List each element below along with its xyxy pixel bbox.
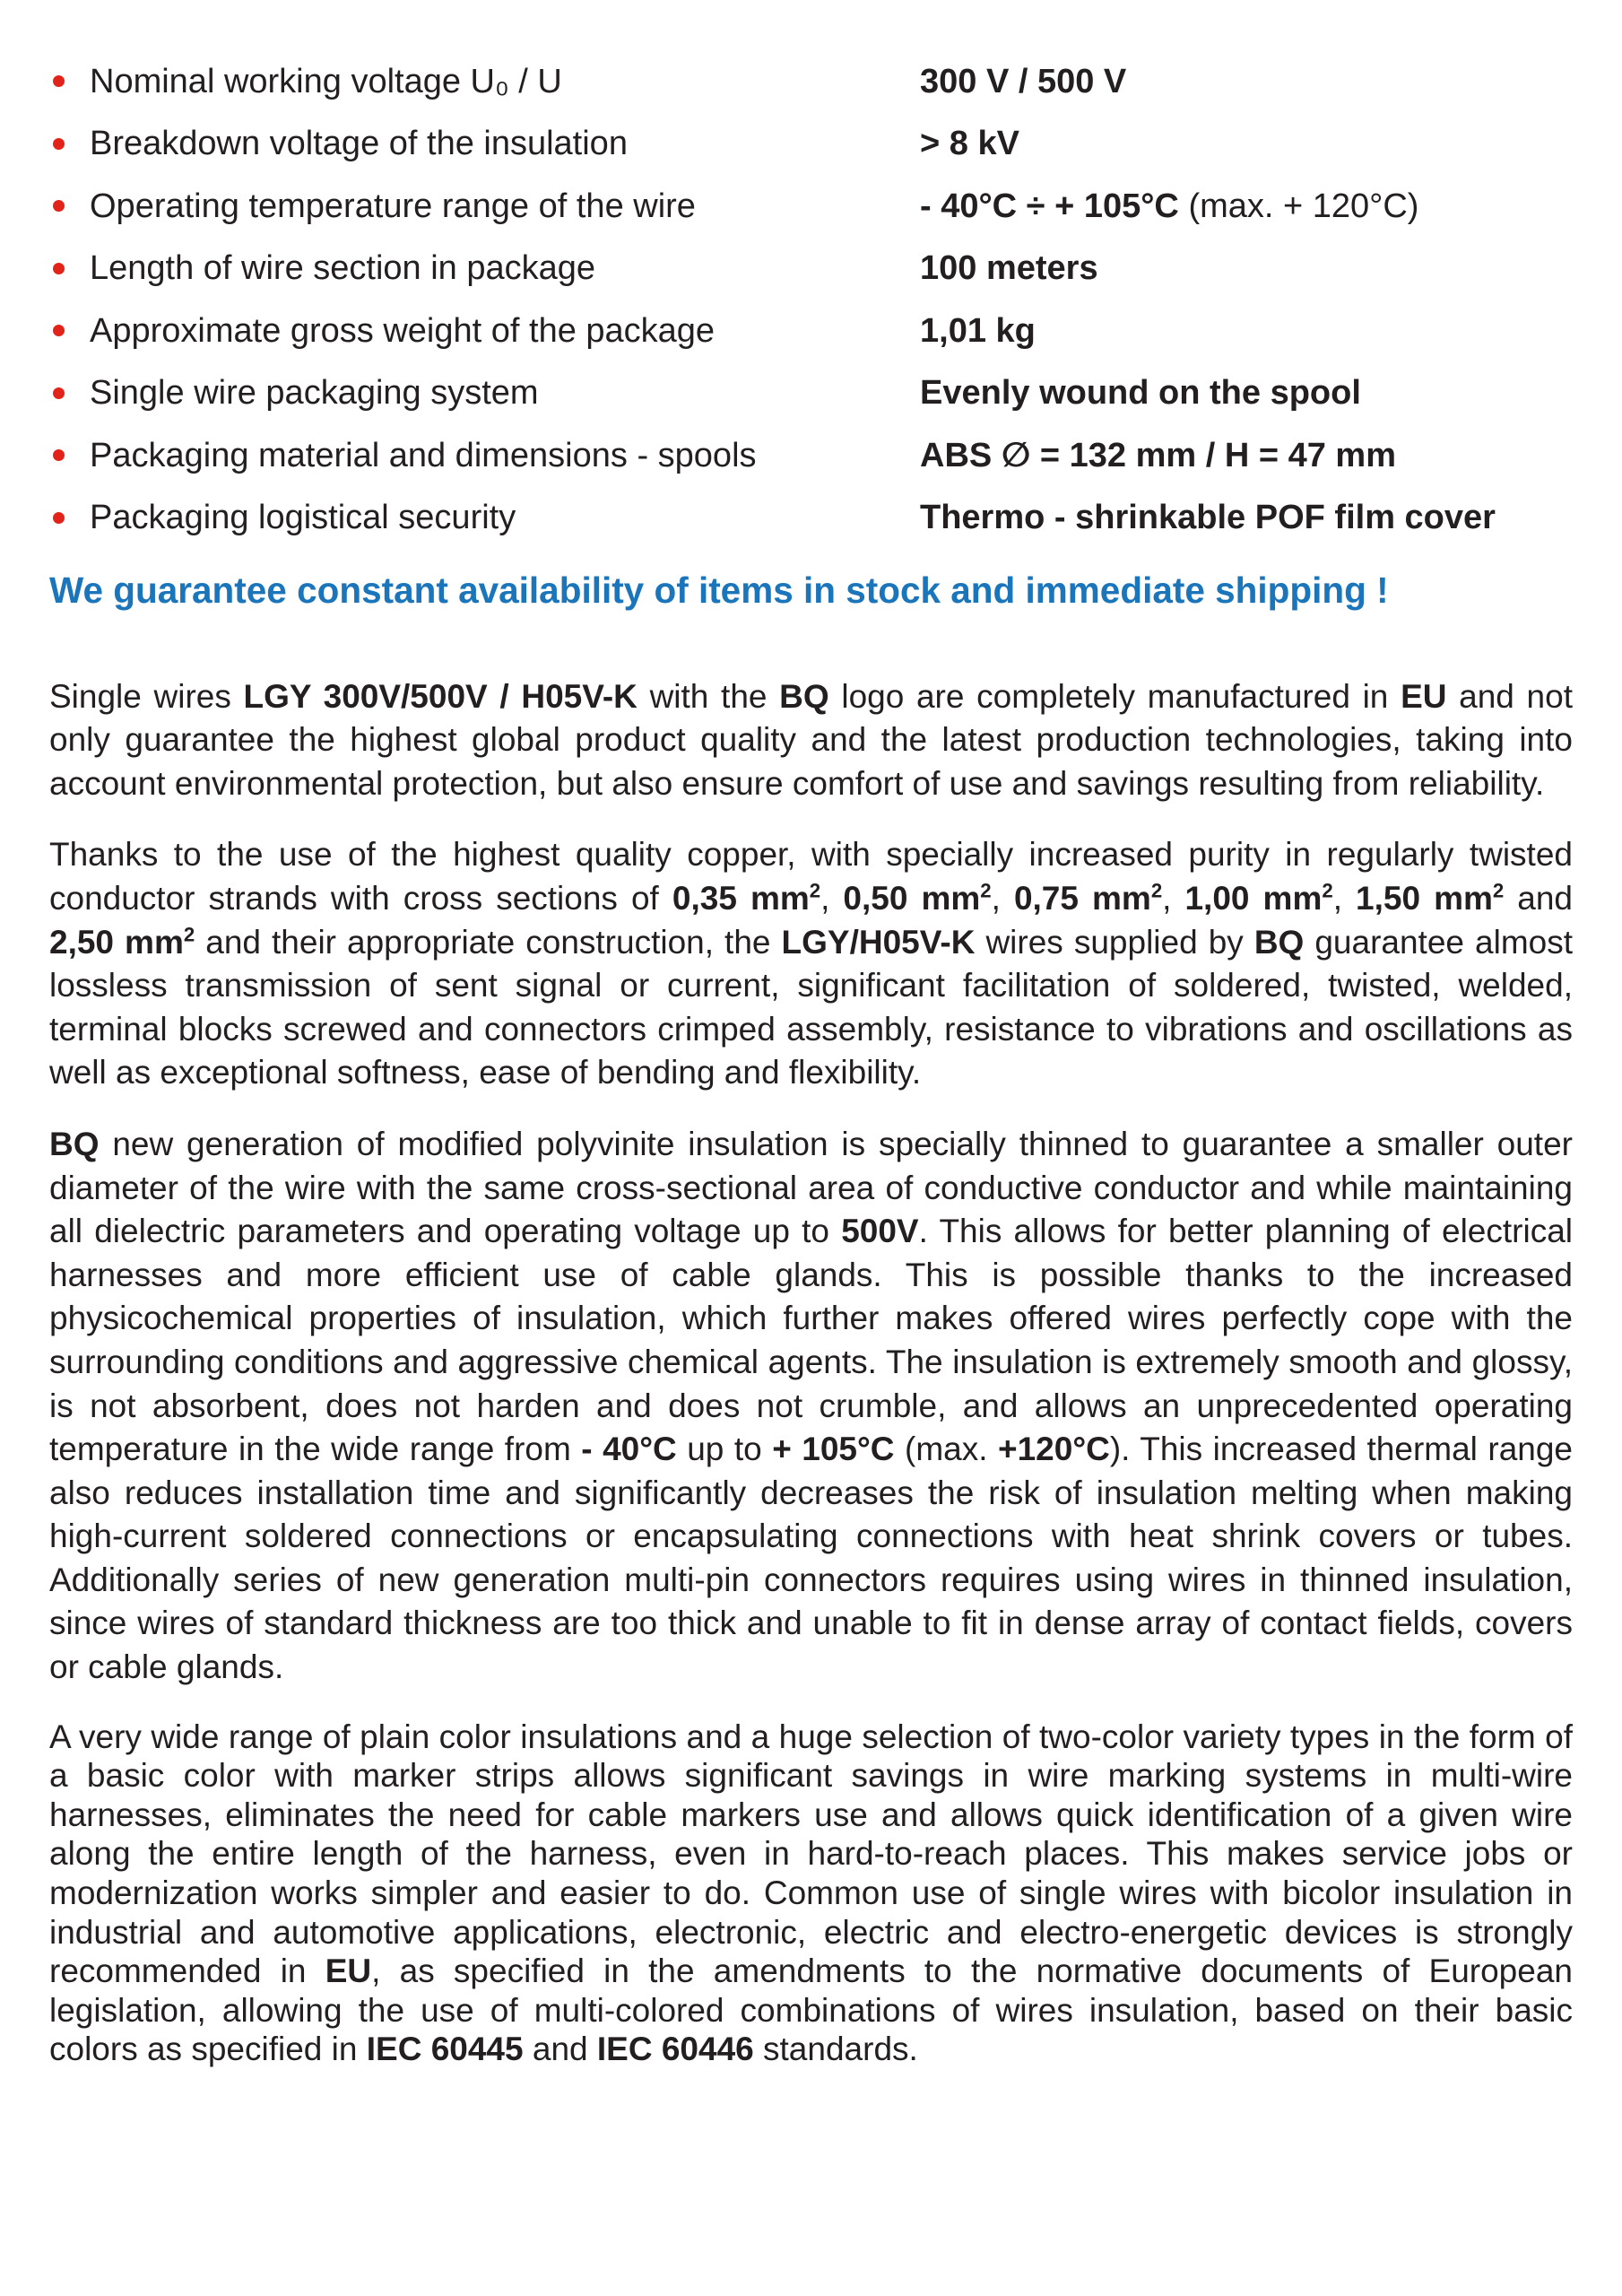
spec-row-gross-weight: [49, 300, 1573, 362]
text-run: (max.: [894, 1431, 998, 1468]
bullet-icon: [53, 387, 65, 399]
cross-section-value: 0,50 mm: [843, 879, 981, 917]
separator: ,: [991, 879, 1014, 917]
spec-value: ABS ∅ = 132 mm / H = 47 mm: [920, 436, 1396, 474]
spec-row-temperature-range: [49, 175, 1573, 238]
cross-section-value: 2,50 mm: [49, 923, 184, 961]
standard-name: IEC 60446: [596, 2031, 754, 2068]
cross-section: [1356, 880, 1504, 917]
superscript: 2: [809, 879, 821, 902]
spec-label: Approximate gross weight of the package: [90, 311, 716, 350]
brand-name: BQ: [1253, 923, 1305, 961]
availability-tagline: We guarantee constant availability of items in stock and immediate shipping !: [49, 570, 1389, 611]
spec-value-suffix: (max. + 120°C): [1178, 187, 1419, 225]
spec-value: Evenly wound on the spool: [920, 374, 1361, 413]
separator: ,: [1332, 879, 1357, 917]
spec-row-section-length: [49, 238, 1573, 300]
text-run: wires supplied by: [975, 923, 1254, 961]
text-run: ). This increased thermal range also reduces installation time and significantly decreases the risk of insulation melting when making high-current soldered connections or encapsulating connections with heat shrink covers or tubes. Additionally series of new generation multi-pin connectors requires using wires in thinned insulation, since wires of standard thickness are too thick and unable to fit in dense array of contact fields, covers or cable glands.: [49, 1431, 1573, 1686]
spec-label: Length of wire section in package: [90, 249, 596, 288]
separator: ,: [1162, 879, 1185, 917]
spec-label: Packaging material and dimensions - spools: [90, 436, 757, 474]
separator: ,: [820, 879, 844, 917]
text-run: guarantee almost lossless transmission of sent signal or current, significant facilitation of soldered, twisted, welded, terminal blocks screwed and connectors crimped assembly, resistance to vibrations and oscillations as well as exceptional softness, ease of bending and flexibility.: [49, 923, 1574, 1091]
cross-section-value: 1,00 mm: [1184, 879, 1323, 917]
paragraph-copper-quality: [49, 833, 1573, 1095]
brand-name: BQ: [49, 1125, 100, 1162]
product-code: LGY 300V/500V / H05V-K: [243, 677, 638, 715]
spec-value: Thermo - shrinkable POF film cover: [920, 499, 1496, 537]
superscript: 2: [1150, 879, 1163, 902]
superscript: 2: [1492, 879, 1505, 902]
cross-section: [672, 880, 820, 917]
superscript: 2: [183, 923, 195, 946]
cross-section: [49, 924, 195, 961]
bullet-icon: [53, 138, 65, 150]
bullet-icon: [53, 75, 65, 87]
text-run: and not only guarantee the highest global product quality and the latest production technologies, taking into account environmental protection, but also ensure comfort of use and savings resulting from reliability.: [49, 677, 1573, 802]
spec-row-logistical-security: [49, 487, 1573, 550]
paragraph-insulation: [49, 1123, 1573, 1690]
text-run: and their appropriate construction, the: [195, 923, 782, 961]
text-run: new generation of modified polyvinite insulation is specially thinned to guarantee a smaller outer diameter of the wire with the same cross-sectional area of conductive conductor and while maintaining all dielectric parameters and operating voltage up to: [49, 1125, 1573, 1250]
bullet-icon: [53, 200, 65, 212]
bullet-icon: [53, 449, 65, 461]
text-run: and: [523, 2031, 597, 2068]
bullet-icon: [53, 325, 65, 336]
temperature-peak: +120°C: [997, 1431, 1110, 1468]
spec-row-nominal-voltage: [49, 50, 1573, 113]
cross-section: [1184, 880, 1332, 917]
cross-section-value: 0,35 mm: [672, 879, 810, 917]
text-run: Thanks to the use of the highest quality copper, with specially increased purity in regularly twisted conductor strands with cross sections of: [49, 836, 1573, 917]
spec-row-packaging-system: [49, 362, 1573, 425]
spec-value: - 40°C ÷ + 105°C: [920, 187, 1179, 225]
spec-label: Operating temperature range of the wire: [90, 187, 696, 225]
spec-row-packaging-material: [49, 424, 1573, 487]
spec-value-wrap: [920, 189, 1418, 223]
brand-name: BQ: [779, 677, 829, 715]
text-run: logo are completely manufactured in: [828, 677, 1401, 715]
spec-row-breakdown-voltage: [49, 113, 1573, 176]
text-run: with the: [637, 677, 780, 715]
text-run: up to: [676, 1431, 773, 1468]
spec-label: Breakdown voltage of the insulation: [90, 125, 628, 163]
bullet-icon: [53, 263, 65, 274]
voltage-value: 500V: [841, 1213, 919, 1250]
spec-value: 100 meters: [920, 249, 1098, 288]
text-run: , as specified in the amendments to the normative documents of European legislation, allowing the use of multi-colored combinations of wires insulation, based on their basic colors as specified in: [49, 1952, 1573, 2068]
superscript: 2: [1322, 879, 1333, 902]
spec-value: 300 V / 500 V: [920, 62, 1127, 100]
text-run: and: [1504, 879, 1573, 917]
cross-section-value: 0,75 mm: [1013, 879, 1151, 917]
spec-label: Single wire packaging system: [90, 374, 539, 413]
text-run: A very wide range of plain color insulations and a huge selection of two-color variety types in the form of a basic color with marker strips allows significant savings in wire marking systems in multi-wire harnesses, eliminates the need for cable markers use and allows quick identification of a given wire along the entire length of the harness, even in hard-to-reach places. This makes service jobs or modernization works simpler and easier to do. Common use of single wires with bicolor insulation in industrial and automotive applications, electronic, electric and electro-energetic devices is strongly recommended in: [49, 1718, 1573, 1990]
region-name: EU: [325, 1952, 372, 1990]
standard-name: IEC 60445: [366, 2031, 524, 2068]
cross-section-value: 1,50 mm: [1356, 879, 1493, 917]
spec-label: Packaging logistical security: [90, 499, 516, 537]
superscript: 2: [980, 879, 992, 902]
text-run: . This allows for better planning of electrical harnesses and more efficient use of cable glands. This is possible thanks to the increased physicochemical properties of insulation, which further makes offered wires perfectly cope with the surrounding conditions and aggressive chemical agents. The insulation is extremely smooth and glossy, is not absorbent, does not harden and does not crumble, and allows an unprecedented operating temperature in the wide range from: [49, 1213, 1573, 1468]
product-code: LGY/H05V-K: [781, 923, 976, 961]
spec-label: Nominal working voltage U₀ / U: [90, 62, 562, 100]
text-run: Single wires: [49, 677, 244, 715]
bullet-icon: [53, 512, 65, 524]
spec-value: > 8 kV: [920, 125, 1019, 163]
paragraph-manufacturing: [49, 675, 1573, 806]
body-text: [49, 675, 1573, 2069]
spec-value: 1,01 kg: [920, 311, 1036, 350]
region-name: EU: [1401, 677, 1447, 715]
text-run: standards.: [753, 2031, 918, 2068]
spec-list: [49, 50, 1573, 549]
cross-section: [1014, 880, 1162, 917]
paragraph-color-range: [49, 1718, 1573, 2069]
temperature-max: + 105°C: [772, 1431, 895, 1468]
cross-section: [843, 880, 991, 917]
temperature-min: - 40°C: [581, 1431, 677, 1468]
